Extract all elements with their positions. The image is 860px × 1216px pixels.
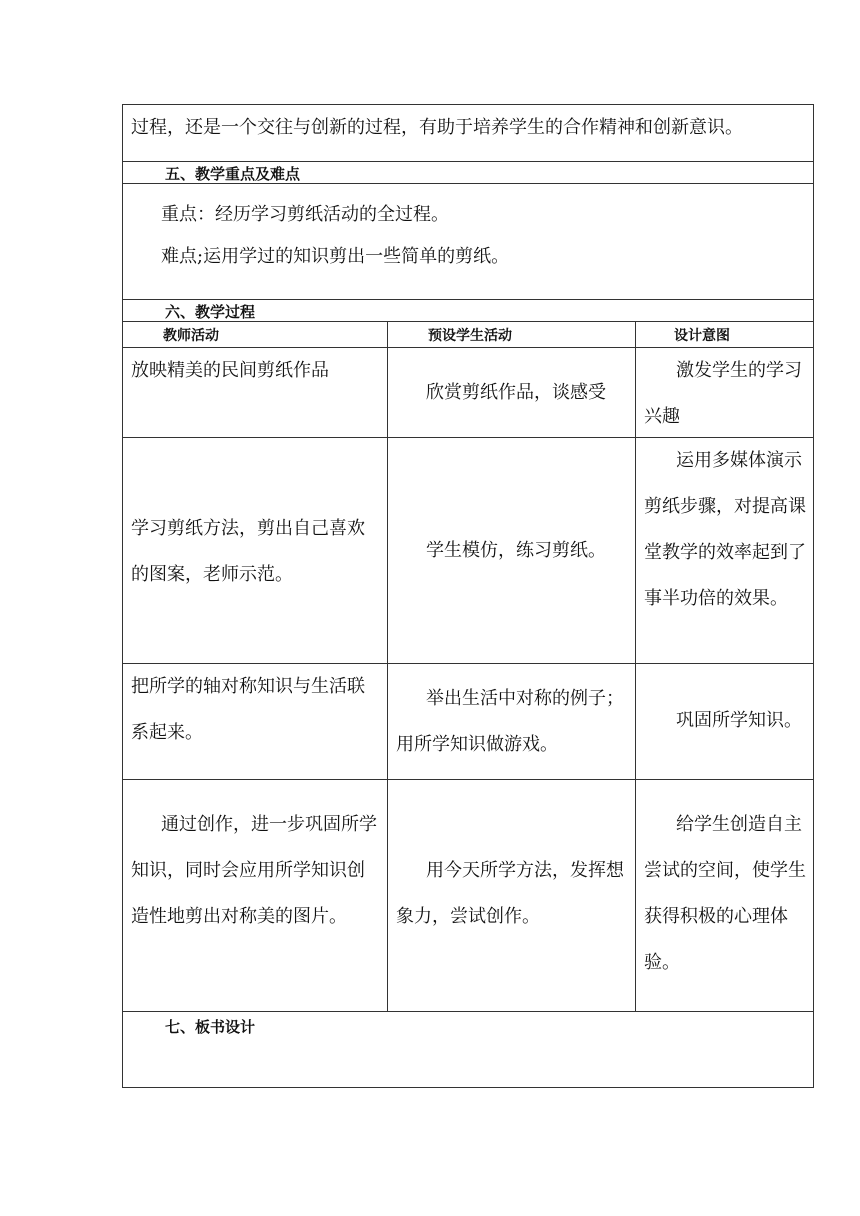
section6-title: 六、教学过程 [165,303,256,321]
design-intent: 巩固所学知识。 [676,710,802,731]
student-activity: 举出生活中对称的例子；用所学知识做游戏。 [396,688,624,755]
design-intent: 运用多媒体演示剪纸步骤，对提高课堂教学的效率起到了事半功倍的效果。 [644,450,806,609]
design-intent: 激发学生的学习兴趣 [644,360,802,427]
section7-title: 七、板书设计 [165,1018,256,1036]
header-student: 预设学生活动 [428,328,512,344]
teacher-activity: 通过创作，进一步巩固所学知识，同时会应用所学知识创造性地剪出对称美的图片。 [131,814,377,927]
student-cell [387,664,635,779]
table-row [123,347,813,437]
design-intent: 给学生创造自主尝试的空间，使学生获得积极的心理体验。 [644,814,806,973]
process-table-header [123,321,813,347]
section5-content-row [123,183,813,299]
teacher-cell [123,780,387,1011]
intent-cell [635,348,815,437]
intent-cell [635,780,815,1011]
student-cell [387,348,635,437]
table-row [123,437,813,663]
intro-row [123,105,813,161]
teacher-activity: 学习剪纸方法，剪出自己喜欢的图案，老师示范。 [131,518,365,585]
intro-text: 过程，还是一个交往与创新的过程，有助于培养学生的合作精神和创新意识。 [131,117,743,138]
header-student-cell [387,322,635,347]
student-cell [387,780,635,1011]
header-teacher-cell [123,322,387,347]
teacher-cell [123,438,387,663]
table-row [123,779,813,1011]
key-point-text: 重点：经历学习剪纸活动的全过程。 [161,204,449,225]
header-intent: 设计意图 [674,328,730,344]
header-intent-cell [635,322,815,347]
teacher-cell [123,664,387,779]
section5-header-row [123,161,813,183]
difficulty-text: 难点;运用学过的知识剪出一些简单的剪纸。 [161,246,510,267]
header-teacher: 教师活动 [163,328,219,344]
teacher-activity: 放映精美的民间剪纸作品 [131,360,329,381]
table-row [123,663,813,779]
intent-cell [635,664,815,779]
section5-title: 五、教学重点及难点 [165,165,301,183]
student-activity: 欣赏剪纸作品，谈感受 [426,382,606,403]
intent-cell [635,438,815,663]
lesson-plan-table [122,104,814,1088]
section6-header-row [123,299,813,321]
teacher-activity: 把所学的轴对称知识与生活联系起来。 [131,676,365,743]
student-activity: 用今天所学方法，发挥想象力，尝试创作。 [396,860,624,927]
student-cell [387,438,635,663]
section7-row [123,1011,813,1087]
student-activity: 学生模仿，练习剪纸。 [426,540,606,561]
teacher-cell [123,348,387,437]
